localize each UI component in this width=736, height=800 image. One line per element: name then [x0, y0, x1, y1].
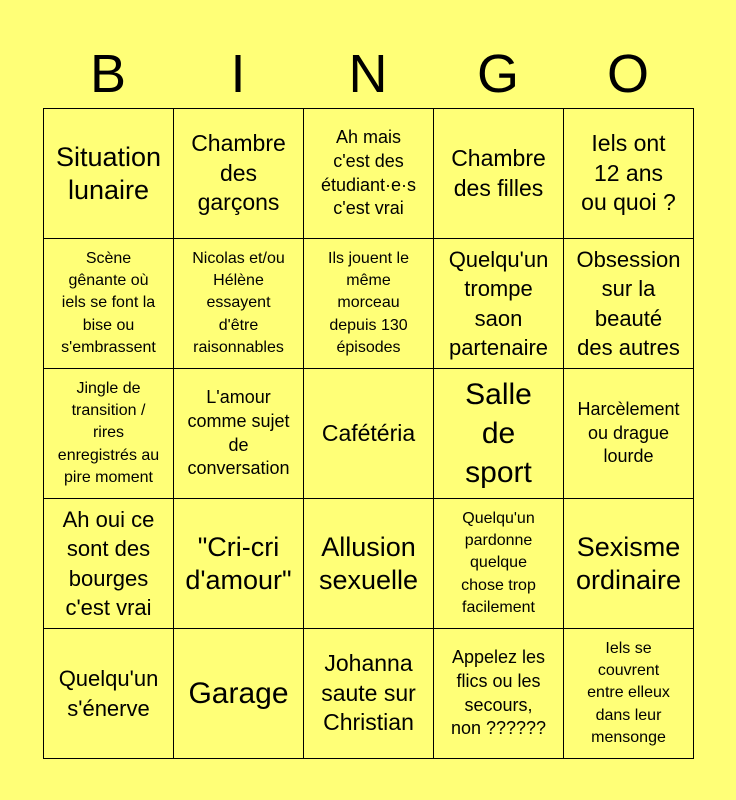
bingo-cell-text: Quelqu'un trompe saon partenaire	[448, 247, 549, 360]
bingo-cell-text: Cafétéria	[321, 419, 416, 446]
bingo-cell[interactable]	[564, 369, 694, 499]
bingo-cell-text: Quelqu'un s'énerve	[58, 666, 159, 721]
bingo-cell-text: Obsession sur la beauté des autres	[576, 247, 681, 360]
bingo-cell[interactable]	[174, 369, 304, 499]
bingo-cell[interactable]	[44, 369, 174, 499]
bingo-cell[interactable]	[174, 239, 304, 369]
header-letter-n: N	[348, 44, 388, 104]
bingo-cell[interactable]	[564, 499, 694, 629]
bingo-cell[interactable]	[304, 499, 434, 629]
bingo-cell[interactable]	[434, 629, 564, 759]
bingo-cell-text: Garage	[188, 677, 289, 710]
bingo-cell-text: Quelqu'un pardonne quelque chose trop facilement	[461, 509, 536, 617]
bingo-cell-text: Sexisme ordinaire	[575, 531, 682, 595]
header-letter-i: I	[230, 44, 246, 104]
bingo-cell[interactable]	[434, 109, 564, 239]
bingo-cell-text: Appelez les flics ou les secours, non ??????	[450, 647, 547, 739]
bingo-cell-text: "Cri-cri d'amour"	[185, 531, 292, 595]
bingo-cell-text: Situation lunaire	[55, 141, 162, 205]
bingo-cell-text: Iels ont 12 ans ou quoi ?	[581, 130, 676, 216]
header-letter-b: B	[89, 44, 127, 104]
bingo-cell[interactable]	[434, 499, 564, 629]
bingo-cell-text: Salle de sport	[465, 378, 532, 489]
header-letter-o: O	[606, 44, 649, 104]
bingo-cell[interactable]	[304, 629, 434, 759]
bingo-cell-text: Chambre des filles	[451, 145, 546, 201]
bingo-cell[interactable]	[564, 629, 694, 759]
bingo-cell[interactable]	[44, 629, 174, 759]
bingo-cell[interactable]	[564, 109, 694, 239]
bingo-cell[interactable]	[434, 239, 564, 369]
bingo-cell-text: Chambre des garçons	[191, 130, 286, 216]
bingo-cell-text: L'amour comme sujet de conversation	[187, 387, 290, 479]
bingo-cell-text: Nicolas et/ou Hélène essayent d'être raisonnables	[192, 249, 285, 357]
header-letter-g: G	[476, 44, 519, 104]
bingo-cell-text: Harcèlement ou drague lourde	[577, 398, 680, 467]
bingo-cell-text: Ils jouent le même morceau depuis 130 épisodes	[328, 249, 409, 357]
bingo-cell[interactable]	[174, 499, 304, 629]
bingo-cell[interactable]	[564, 239, 694, 369]
bingo-cell-text: Scène gênante où iels se font la bise ou s'embrassent	[61, 249, 156, 357]
bingo-cell[interactable]	[304, 239, 434, 369]
bingo-cell-text: Johanna saute sur Christian	[321, 650, 416, 736]
bingo-cell-text: Ah oui ce sont des bourges c'est vrai	[62, 507, 155, 620]
bingo-cell-text: Ah mais c'est des étudiant·e·s c'est vrai	[320, 127, 417, 219]
bingo-cell[interactable]	[304, 369, 434, 499]
bingo-grid	[43, 108, 694, 759]
bingo-cell-text: Iels se couvrent entre elleux dans leur mensonge	[587, 639, 670, 747]
bingo-cell[interactable]	[174, 629, 304, 759]
bingo-cell-text: Jingle de transition / rires enregistrés au pire moment	[57, 379, 160, 487]
bingo-cell[interactable]	[44, 109, 174, 239]
bingo-header	[43, 40, 693, 108]
bingo-cell[interactable]	[304, 109, 434, 239]
bingo-cell-text: Allusion sexuelle	[318, 531, 419, 595]
bingo-cell[interactable]	[44, 239, 174, 369]
bingo-cell[interactable]	[44, 499, 174, 629]
bingo-cell[interactable]	[434, 369, 564, 499]
bingo-cell[interactable]	[174, 109, 304, 239]
